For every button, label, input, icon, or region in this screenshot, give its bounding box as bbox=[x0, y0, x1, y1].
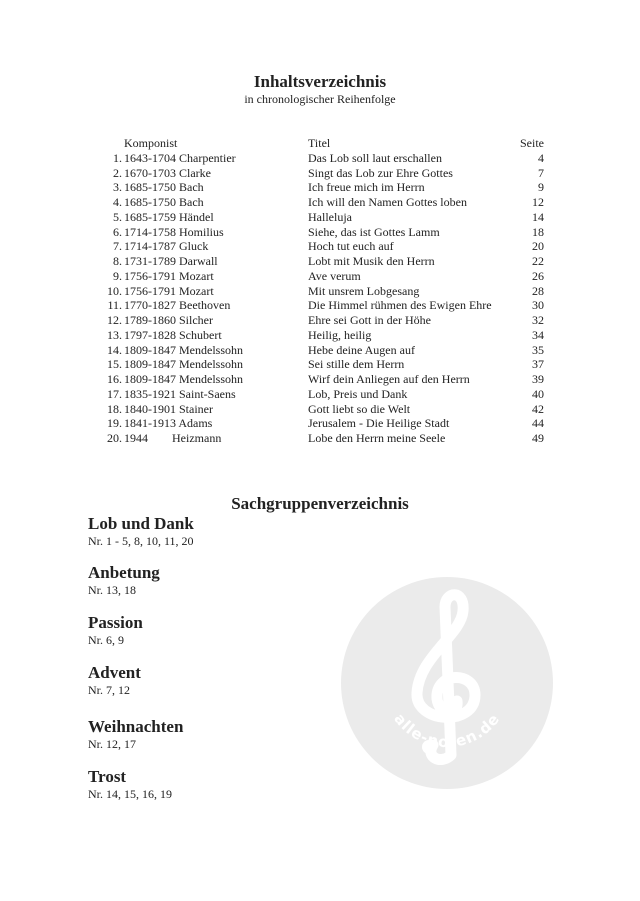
group-name: Passion bbox=[88, 613, 143, 632]
toc-row-composer: 1944 Heizmann bbox=[124, 431, 222, 445]
toc-row-number: 7. bbox=[113, 239, 122, 254]
header-page: Seite bbox=[520, 136, 544, 150]
toc-row-title: Lob, Preis und Dank bbox=[308, 386, 408, 401]
toc-row bbox=[100, 387, 548, 402]
toc-row-number: 2. bbox=[113, 165, 122, 180]
toc-row-page: 26 bbox=[532, 268, 544, 283]
group-anbetung bbox=[88, 563, 160, 598]
toc-row-number: 14. bbox=[107, 342, 122, 357]
toc-row-number: 19. bbox=[107, 416, 122, 431]
toc-row-title: Gott liebt so die Welt bbox=[308, 401, 411, 416]
toc-row-title: Ich will den Namen Gottes loben bbox=[308, 195, 467, 209]
group-name: Trost bbox=[88, 767, 127, 786]
group-lob-und-dank bbox=[88, 514, 194, 549]
toc-row-number: 13. bbox=[107, 327, 122, 342]
toc-row-page: 22 bbox=[532, 254, 544, 268]
toc-row-composer: 1643-1704 Charpentier bbox=[124, 150, 236, 165]
toc-row-page: 20 bbox=[532, 239, 544, 254]
toc-header-row bbox=[100, 136, 548, 151]
header-composer: Komponist bbox=[124, 136, 178, 150]
header-title: Titel bbox=[308, 136, 331, 150]
group-refs: Nr. 1 - 5, 8, 10, 11, 20 bbox=[88, 534, 194, 548]
watermark-text: alle-noten.de bbox=[390, 709, 504, 752]
toc-row-page: 39 bbox=[532, 372, 544, 386]
toc-row bbox=[100, 210, 548, 225]
group-refs: Nr. 14, 15, 16, 19 bbox=[88, 787, 172, 801]
treble-clef-watermark-icon bbox=[341, 577, 553, 789]
toc-row bbox=[100, 180, 548, 195]
toc-row-composer: 1835-1921 Saint-Saens bbox=[124, 386, 236, 401]
toc-row-number: 10. bbox=[107, 283, 122, 298]
toc-row-page: 34 bbox=[532, 327, 544, 342]
toc-row-page: 49 bbox=[532, 431, 544, 445]
toc-row bbox=[100, 431, 548, 446]
toc-row-title: Wirf dein Anliegen auf den Herrn bbox=[308, 372, 470, 386]
toc-row-title: Siehe, das ist Gottes Lamm bbox=[308, 224, 440, 239]
toc-row-title: Halleluja bbox=[308, 209, 352, 224]
toc-table bbox=[100, 136, 548, 446]
toc-row-composer: 1756-1791 Mozart bbox=[124, 283, 214, 298]
group-refs: Nr. 12, 17 bbox=[88, 737, 136, 751]
toc-row-page: 30 bbox=[532, 298, 544, 313]
toc-row-number: 18. bbox=[107, 401, 122, 416]
toc-row-composer: 1770-1827 Beethoven bbox=[124, 298, 231, 313]
toc-row-number: 16. bbox=[107, 372, 122, 386]
group-name: Lob und Dank bbox=[88, 514, 194, 533]
toc-rows bbox=[100, 151, 548, 446]
toc-row-title: Sei stille dem Herrn bbox=[308, 357, 405, 372]
group-name: Anbetung bbox=[88, 563, 160, 582]
toc-row-title: Das Lob soll laut erschallen bbox=[308, 150, 442, 165]
group-name: Advent bbox=[88, 663, 141, 682]
toc-row-title: Jerusalem - Die Heilige Stadt bbox=[308, 416, 450, 431]
toc-row-title: Mit unsrem Lobgesang bbox=[308, 283, 420, 298]
toc-row-number: 20. bbox=[107, 431, 122, 445]
toc-row-title: Heilig, heilig bbox=[308, 327, 372, 342]
toc-row-page: 37 bbox=[532, 357, 544, 372]
group-trost bbox=[88, 767, 172, 802]
toc-row-composer: 1756-1791 Mozart bbox=[124, 268, 214, 283]
page-subtitle: in chronologischer Reihenfolge bbox=[244, 92, 396, 106]
toc-row-composer: 1797-1828 Schubert bbox=[124, 327, 222, 342]
toc-row-page: 12 bbox=[532, 195, 544, 209]
toc-row-composer: 1685-1759 Händel bbox=[124, 209, 214, 224]
toc-row bbox=[100, 225, 548, 240]
toc-row-title: Die Himmel rühmen des Ewigen Ehre bbox=[308, 298, 492, 313]
toc-row-number: 5. bbox=[113, 209, 122, 224]
toc-row-title: Hebe deine Augen auf bbox=[308, 342, 415, 357]
toc-row-number: 11. bbox=[107, 298, 122, 313]
group-refs: Nr. 13, 18 bbox=[88, 583, 136, 597]
group-name: Weihnachten bbox=[88, 717, 184, 736]
toc-row-number: 4. bbox=[113, 195, 122, 209]
toc-row bbox=[100, 195, 548, 210]
toc-row-title: Ave verum bbox=[308, 268, 361, 283]
section-title: Sachgruppenverzeichnis bbox=[231, 494, 409, 513]
toc-row-composer: 1670-1703 Clarke bbox=[124, 165, 211, 180]
toc-row-composer: 1685-1750 Bach bbox=[124, 195, 204, 209]
toc-row-title: Ehre sei Gott in der Höhe bbox=[308, 313, 431, 327]
toc-row-number: 1. bbox=[113, 150, 122, 165]
toc-row-composer: 1731-1789 Darwall bbox=[124, 254, 218, 268]
toc-row-page: 28 bbox=[532, 283, 544, 298]
toc-row-composer: 1714-1787 Gluck bbox=[124, 239, 209, 254]
toc-row bbox=[100, 166, 548, 181]
toc-row bbox=[100, 298, 548, 313]
toc-row-number: 15. bbox=[107, 357, 122, 372]
toc-row-page: 40 bbox=[532, 386, 544, 401]
toc-row-title: Ich freue mich im Herrn bbox=[308, 180, 425, 195]
group-refs: Nr. 7, 12 bbox=[88, 683, 130, 697]
toc-row-number: 12. bbox=[107, 313, 122, 327]
toc-row-title: Singt das Lob zur Ehre Gottes bbox=[308, 165, 453, 180]
toc-row-composer: 1809-1847 Mendelssohn bbox=[124, 342, 243, 357]
toc-row bbox=[100, 313, 548, 328]
toc-row-composer: 1809-1847 Mendelssohn bbox=[124, 357, 243, 372]
toc-row-composer: 1789-1860 Silcher bbox=[124, 313, 213, 327]
toc-row-composer: 1840-1901 Stainer bbox=[124, 401, 213, 416]
toc-row-composer: 1841-1913 Adams bbox=[124, 416, 213, 431]
toc-row bbox=[100, 269, 548, 284]
toc-row-composer: 1714-1758 Homilius bbox=[124, 224, 224, 239]
toc-row-title: Lobe den Herrn meine Seele bbox=[308, 431, 446, 445]
toc-row-page: 18 bbox=[532, 224, 544, 239]
toc-row bbox=[100, 402, 548, 417]
toc-row-title: Hoch tut euch auf bbox=[308, 239, 394, 254]
toc-row-page: 9 bbox=[538, 180, 544, 195]
toc-row bbox=[100, 328, 548, 343]
toc-row-number: 17. bbox=[107, 386, 122, 401]
toc-row-composer: 1809-1847 Mendelssohn bbox=[124, 372, 243, 386]
toc-row bbox=[100, 254, 548, 269]
group-weihnachten bbox=[88, 717, 183, 752]
toc-row bbox=[100, 239, 548, 254]
toc-row-composer: 1685-1750 Bach bbox=[124, 180, 204, 195]
group-advent bbox=[88, 663, 141, 698]
toc-row-page: 42 bbox=[532, 401, 544, 416]
toc-row bbox=[100, 372, 548, 387]
toc-row bbox=[100, 284, 548, 299]
toc-row-page: 44 bbox=[532, 416, 544, 431]
toc-row-number: 6. bbox=[113, 224, 122, 239]
toc-row bbox=[100, 343, 548, 358]
toc-row-page: 14 bbox=[532, 209, 544, 224]
toc-row-page: 4 bbox=[538, 150, 544, 165]
group-passion bbox=[88, 613, 143, 648]
toc-row-page: 7 bbox=[538, 165, 544, 180]
page-title: Inhaltsverzeichnis bbox=[253, 72, 387, 91]
group-refs: Nr. 6, 9 bbox=[88, 633, 124, 647]
toc-row-title: Lobt mit Musik den Herrn bbox=[308, 254, 435, 268]
toc-row-number: 8. bbox=[113, 254, 122, 268]
toc-row-number: 9. bbox=[113, 268, 122, 283]
toc-row bbox=[100, 357, 548, 372]
toc-row-number: 3. bbox=[113, 180, 122, 195]
toc-row-page: 32 bbox=[532, 313, 544, 327]
toc-row bbox=[100, 151, 548, 166]
toc-row-page: 35 bbox=[532, 342, 544, 357]
toc-row bbox=[100, 416, 548, 431]
